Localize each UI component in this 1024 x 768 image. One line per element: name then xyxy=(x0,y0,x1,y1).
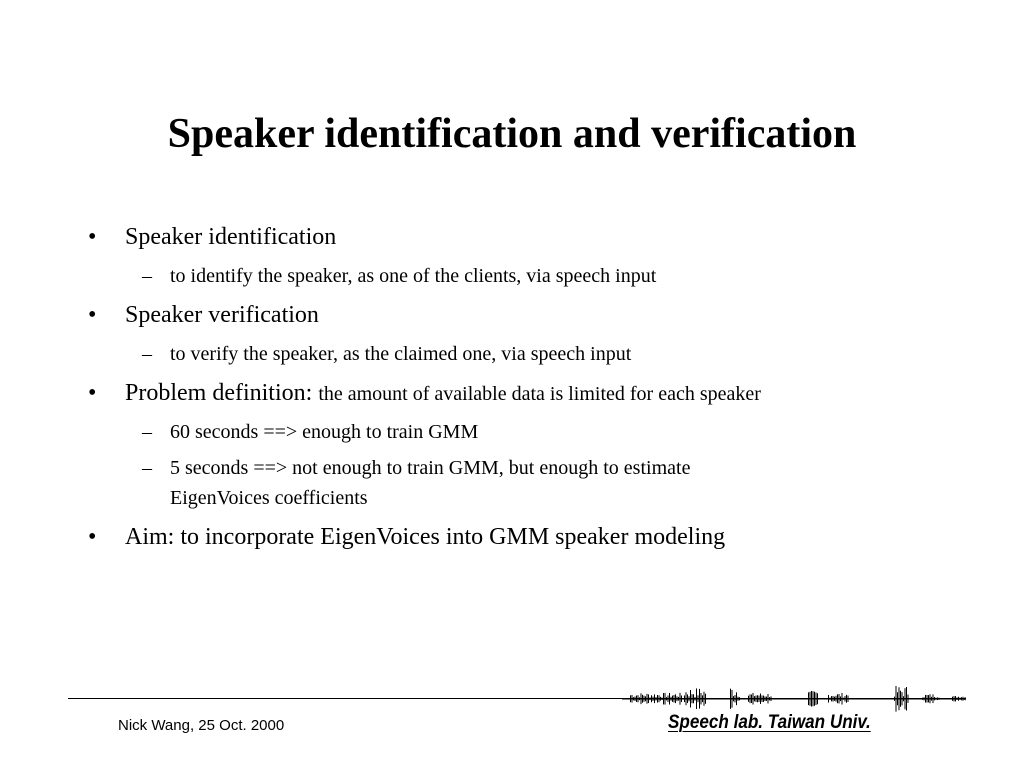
sub-bullet-text: to identify the speaker, as one of the clients, via speech input xyxy=(170,265,657,287)
bullet-marker: • xyxy=(88,302,97,328)
footer-divider xyxy=(68,698,624,699)
footer-lab-name: Speech lab. Taiwan Univ. xyxy=(668,712,871,733)
slide-title: Speaker identification and verification xyxy=(167,111,857,157)
sub-bullet-text-continuation: EigenVoices coefficients xyxy=(170,487,368,509)
bullet-marker: • xyxy=(88,224,97,250)
sub-bullet-marker: – xyxy=(142,457,152,479)
bullet-text: Speaker identification xyxy=(125,224,337,250)
sub-bullet-marker: – xyxy=(142,343,152,365)
sub-bullet-text: 60 seconds ==> enough to train GMM xyxy=(170,421,479,443)
sub-bullet-text: 5 seconds ==> not enough to train GMM, but enough to estimate xyxy=(170,457,691,479)
bullet-text: Aim: to incorporate EigenVoices into GMM speaker modeling xyxy=(125,524,726,550)
speech-waveform-icon xyxy=(622,686,966,712)
sub-bullet-marker: – xyxy=(142,265,152,287)
bullet-marker: • xyxy=(88,380,97,406)
bullet-text-detail: the amount of available data is limited for each speaker xyxy=(318,383,761,405)
bullet-text: Speaker verification xyxy=(125,302,319,328)
bullet-marker: • xyxy=(88,524,97,550)
bullet-text: Problem definition: xyxy=(125,380,319,406)
sub-bullet-text: to verify the speaker, as the claimed one, via speech input xyxy=(170,343,632,365)
footer-author-date: Nick Wang, 25 Oct. 2000 xyxy=(118,717,285,734)
sub-bullet-marker: – xyxy=(142,421,152,443)
bullet-text-wrapper xyxy=(125,378,761,409)
